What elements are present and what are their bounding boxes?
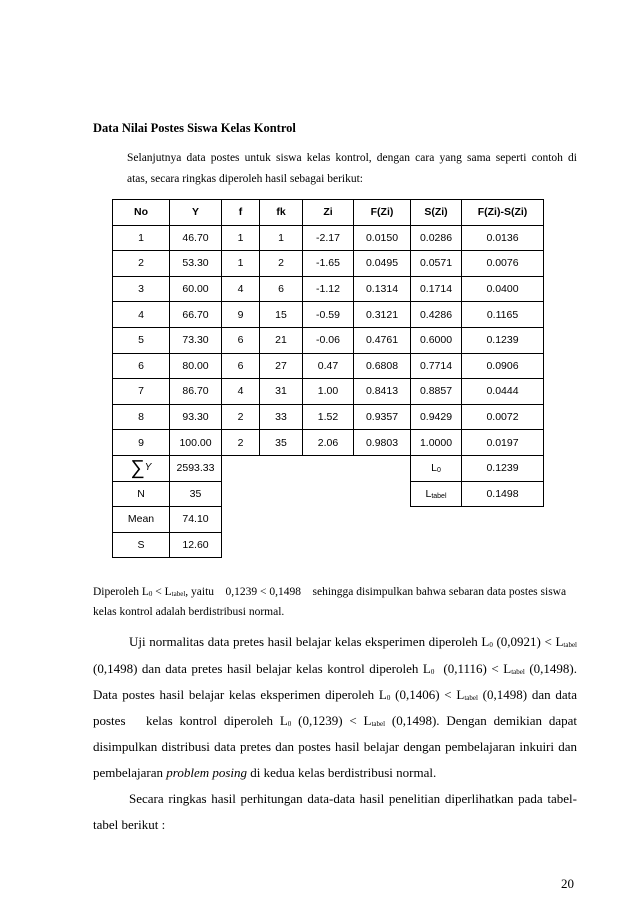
table-cell: 0.0072 [462, 404, 544, 430]
empty-cell [222, 481, 411, 507]
table-cell: 0.0495 [354, 251, 411, 277]
table-cell: 0.9429 [411, 404, 462, 430]
table-cell: 1 [222, 251, 260, 277]
table-row [113, 430, 544, 456]
table-row [113, 379, 544, 405]
table-cell: 0.9357 [354, 404, 411, 430]
header-cell: F(Zi) [354, 200, 411, 226]
empty-cell [222, 532, 544, 558]
table-cell: 0.0197 [462, 430, 544, 456]
table-cell: 0.8413 [354, 379, 411, 405]
table-cell: 0.0571 [411, 251, 462, 277]
header-cell: F(Zi)-S(Zi) [462, 200, 544, 226]
section-heading: Data Nilai Postes Siswa Kelas Kontrol [93, 121, 296, 135]
table-cell: 0.1239 [462, 327, 544, 353]
table-cell: 0.6000 [411, 327, 462, 353]
table-cell: 1 [113, 225, 170, 251]
n-label: N [113, 481, 170, 507]
table-cell: 0.7714 [411, 353, 462, 379]
paragraph-2-line-4: postes kelas kontrol diperoleh $L_0$ $(0,1239) < L_{tabel}$ (0,1498). Dengan demikian dapat [93, 713, 577, 728]
table-cell: 1 [222, 225, 260, 251]
label-text: L [425, 487, 432, 500]
paragraph-2-line-2: (0,1498) dan data pretes hasil belajar kelas kontrol diperoleh $L_0$ $(0,1116) < L_{tabel}$ (0,1498). [93, 661, 577, 676]
table-cell: 2 [260, 251, 303, 277]
sigma-icon: ∑ [130, 457, 145, 480]
table-cell: 73.30 [170, 327, 222, 353]
table-cell: 35 [260, 430, 303, 456]
table-cell: -0.59 [303, 302, 354, 328]
paragraph-2-line-1: Uji normalitas data pretes hasil belajar kelas eksperimen diperoleh $L_0$ $(0,0921) < L_{tabel}$ [129, 634, 577, 649]
intro-line-1: Selanjutnya data postes untuk siswa kelas kontrol, dengan cara yang sama seperti contoh di [127, 152, 577, 164]
table-cell: 86.70 [170, 379, 222, 405]
table-cell: 1 [260, 225, 303, 251]
table-header-row [113, 200, 544, 226]
table-cell: 1.52 [303, 404, 354, 430]
page-number: 20 [561, 876, 574, 891]
table-cell: -2.17 [303, 225, 354, 251]
table-cell: 9 [113, 430, 170, 456]
table-cell: 93.30 [170, 404, 222, 430]
header-cell: fk [260, 200, 303, 226]
table-row [113, 225, 544, 251]
table-cell: 21 [260, 327, 303, 353]
table-cell: 15 [260, 302, 303, 328]
table-cell: 0.4761 [354, 327, 411, 353]
paragraph-3-line-2: tabel berikut : [93, 817, 166, 832]
header-cell: f [222, 200, 260, 226]
table-cell: 3 [113, 276, 170, 302]
table-cell: 8 [113, 404, 170, 430]
table-row [113, 276, 544, 302]
table-cell: 0.6808 [354, 353, 411, 379]
table-cell: 31 [260, 379, 303, 405]
table-cell: 2 [222, 404, 260, 430]
sum-symbol-cell [113, 455, 170, 481]
ltabel-value: 0.1498 [462, 481, 544, 507]
table-cell: 0.0286 [411, 225, 462, 251]
ltabel-label [411, 481, 462, 507]
header-cell: Y [170, 200, 222, 226]
paragraph-2-line-6: pembelajaran problem posing di kedua kelas berdistribusi normal. [93, 765, 437, 780]
table-cell: 0.0076 [462, 251, 544, 277]
sum-row [113, 455, 544, 481]
table-cell: 0.47 [303, 353, 354, 379]
table-cell: 100.00 [170, 430, 222, 456]
table-cell: 46.70 [170, 225, 222, 251]
table-cell: 66.70 [170, 302, 222, 328]
table-cell: -1.12 [303, 276, 354, 302]
table-cell: 0.1165 [462, 302, 544, 328]
n-value: 35 [170, 481, 222, 507]
table-cell: 0.0150 [354, 225, 411, 251]
table-cell: 5 [113, 327, 170, 353]
table-row [113, 404, 544, 430]
sum-value: 2593.33 [170, 455, 222, 481]
paragraph-3-line-1: Secara ringkas hasil perhitungan data-data hasil penelitian diperlihatkan pada tabel- [129, 791, 577, 806]
table-row [113, 302, 544, 328]
table-cell: 0.9803 [354, 430, 411, 456]
conclusion-line-1: Diperoleh $L_0 < L_{tabel}$, yaitu 0,1239 < 0,1498 sehingga disimpulkan bahwa sebaran data postes siswa [93, 586, 567, 598]
table-row [113, 327, 544, 353]
table-cell: 0.0136 [462, 225, 544, 251]
table-cell: 60.00 [170, 276, 222, 302]
s-row [113, 532, 544, 558]
mean-row [113, 507, 544, 533]
mean-value: 74.10 [170, 507, 222, 533]
table-cell: 0.0400 [462, 276, 544, 302]
table-cell: 6 [222, 327, 260, 353]
l0-label [411, 455, 462, 481]
table-cell: 6 [260, 276, 303, 302]
label-text: L [431, 462, 437, 475]
header-cell: Zi [303, 200, 354, 226]
table-cell: 0.1714 [411, 276, 462, 302]
paragraph-2-line-5: disimpulkan distribusi data pretes dan postes hasil belajar dengan pembelajaran inkuiri dan [93, 739, 577, 754]
sum-variable: Y [144, 462, 152, 474]
normality-table [112, 199, 544, 558]
label-subscript: 0 [436, 467, 441, 475]
table-cell: 0.0906 [462, 353, 544, 379]
table-cell: 6 [113, 353, 170, 379]
table-cell: 2.06 [303, 430, 354, 456]
conclusion-line-2: kelas kontrol adalah berdistribusi normal. [93, 606, 285, 618]
s-label: S [113, 532, 170, 558]
intro-line-2: atas, secara ringkas diperoleh hasil sebagai berikut: [127, 173, 363, 185]
table-cell: 9 [222, 302, 260, 328]
table-cell: 0.8857 [411, 379, 462, 405]
table-cell: 0.3121 [354, 302, 411, 328]
table-cell: 1.0000 [411, 430, 462, 456]
table-cell: 7 [113, 379, 170, 405]
table-cell: 0.4286 [411, 302, 462, 328]
empty-cell [222, 507, 544, 533]
table-cell: 2 [113, 251, 170, 277]
paragraph-2-line-3: Data postes hasil belajar kelas eksperimen diperoleh $L_0$ $(0,1406) < L_{tabel}$ (0,1498) dan data [93, 687, 577, 702]
header-cell: S(Zi) [411, 200, 462, 226]
italic-term: problem posing [166, 765, 248, 780]
table-cell: 4 [113, 302, 170, 328]
n-row [113, 481, 544, 507]
table-cell: 27 [260, 353, 303, 379]
table-cell: 4 [222, 379, 260, 405]
table-cell: 6 [222, 353, 260, 379]
table-cell: 33 [260, 404, 303, 430]
table-cell: 0.1314 [354, 276, 411, 302]
table-cell: 1.00 [303, 379, 354, 405]
table-row [113, 251, 544, 277]
mean-label: Mean [113, 507, 170, 533]
table-cell: -0.06 [303, 327, 354, 353]
empty-cell [222, 455, 411, 481]
l0-value: 0.1239 [462, 455, 544, 481]
conclusion-paragraph [93, 586, 577, 618]
table-cell: 2 [222, 430, 260, 456]
header-cell: No [113, 200, 170, 226]
table-cell: 53.30 [170, 251, 222, 277]
label-subscript: tabel [431, 492, 447, 500]
table-row [113, 353, 544, 379]
table-cell: 0.0444 [462, 379, 544, 405]
s-value: 12.60 [170, 532, 222, 558]
table-cell: 4 [222, 276, 260, 302]
table-cell: 80.00 [170, 353, 222, 379]
table-cell: -1.65 [303, 251, 354, 277]
